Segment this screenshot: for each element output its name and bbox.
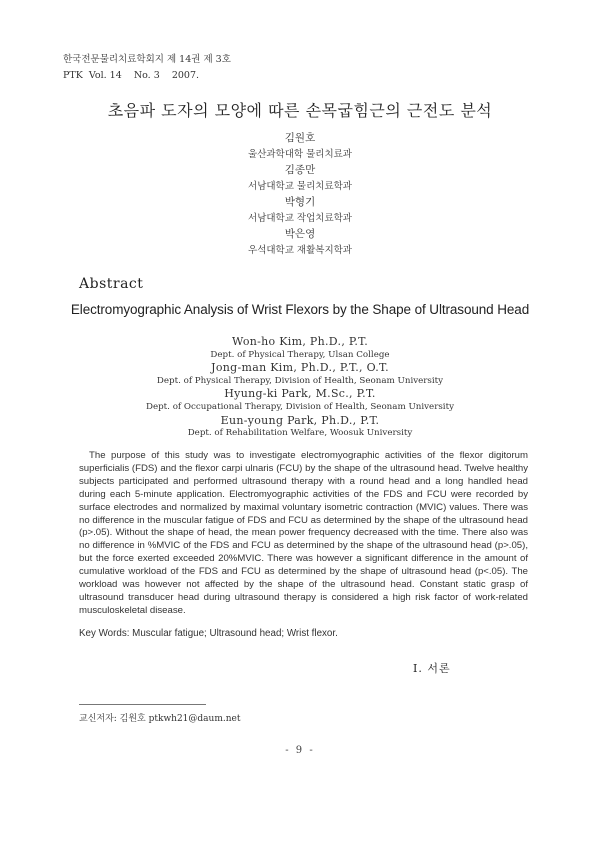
keywords: Key Words: Muscular fatigue; Ultrasound head; Wrist flexor. [79,628,338,639]
english-author-affiliation: Dept. of Occupational Therapy, Division of Health, Seonam University [146,401,454,412]
english-author-name: Eun-young Park, Ph.D., P.T. [220,413,380,427]
korean-author-list [0,131,600,259]
korean-author-name: 김종만 [284,164,316,176]
abstract-heading: Abstract [79,276,144,292]
journal-header-korean: 한국전문물리치료학회지 제 14권 제 3호 [63,54,231,65]
english-author-affiliation: Dept. of Physical Therapy, Division of Health, Seonam University [156,375,444,386]
korean-author-name: 박형기 [284,196,316,208]
abstract-body [79,450,528,618]
korean-author-affiliation: 울산과학대학 물리치료과 [248,148,352,160]
section-heading-introduction: Ⅰ. 서론 [413,662,451,675]
korean-author-affiliation: 우석대학교 재활복지학과 [248,244,352,256]
english-author-name: Hyung-ki Park, M.Sc., P.T. [224,387,376,401]
korean-author-name: 김원호 [284,132,316,144]
korean-title: 초음파 도자의 모양에 따른 손목굽힘근의 근전도 분석 [107,101,493,120]
korean-author-name: 박은영 [284,228,316,240]
english-author-name: Jong-man Kim, Ph.D., P.T., O.T. [211,361,389,375]
page-number: - 9 - [285,745,315,756]
journal-header [63,52,231,84]
korean-author-affiliation: 서남대학교 물리치료학과 [248,180,352,192]
journal-header-english: PTK Vol. 14 No. 3 2007. [63,70,200,81]
english-author-affiliation: Dept. of Rehabilitation Welfare, Woosuk University [187,428,413,439]
footnote-divider [79,704,206,705]
english-author-affiliation: Dept. of Physical Therapy, Ulsan College [210,349,390,360]
korean-author-affiliation: 서남대학교 작업치료학과 [248,212,352,224]
english-author-name: Won-ho Kim, Ph.D., P.T. [231,335,369,348]
corresponding-author-footnote: 교신저자: 김원호 ptkwh21@daum.net [79,714,241,724]
abstract-paragraph: The purpose of this study was to investigate electromyographic activities of the flexor digitorum superficialis (FDS) and the flexor carpi ulnaris (FCU) by the shape of the ultrasound head. Twelve healthy subjects participated and performed ultrasound therapy with a round head and a long handled head during each 5-minute application. Electromyographic activities of the FDS and FCU were recorded by surface electrodes and normalized by maximal voluntary isometric contraction (MVIC) values. There was no difference in the muscular fatigue of FDS and FCU as determined by the shape of the ultrasound head (p>.05). Without the shape of head, the mean power frequency decreased with the time. There also was no difference in %MVIC of the FDS and FCU as determined by the shape of the ultrasound head (p>.05), but the force exerted exceeded 20%MVIC. There was however a significant difference in the amount of cumulative workload of the FDS and FCU as determined by the shape of ultrasound head (p<.05). The workload was however not affected by the shape of the ultrasound head. Constant static grasp of ultrasound transducer head during ultrasound therapy is considered a high risk factor of work-related musculoskeletal disease. [79,450,528,616]
english-author-list [0,336,600,441]
english-title: Electromyographic Analysis of Wrist Flexors by the Shape of Ultrasound Head [70,302,530,317]
